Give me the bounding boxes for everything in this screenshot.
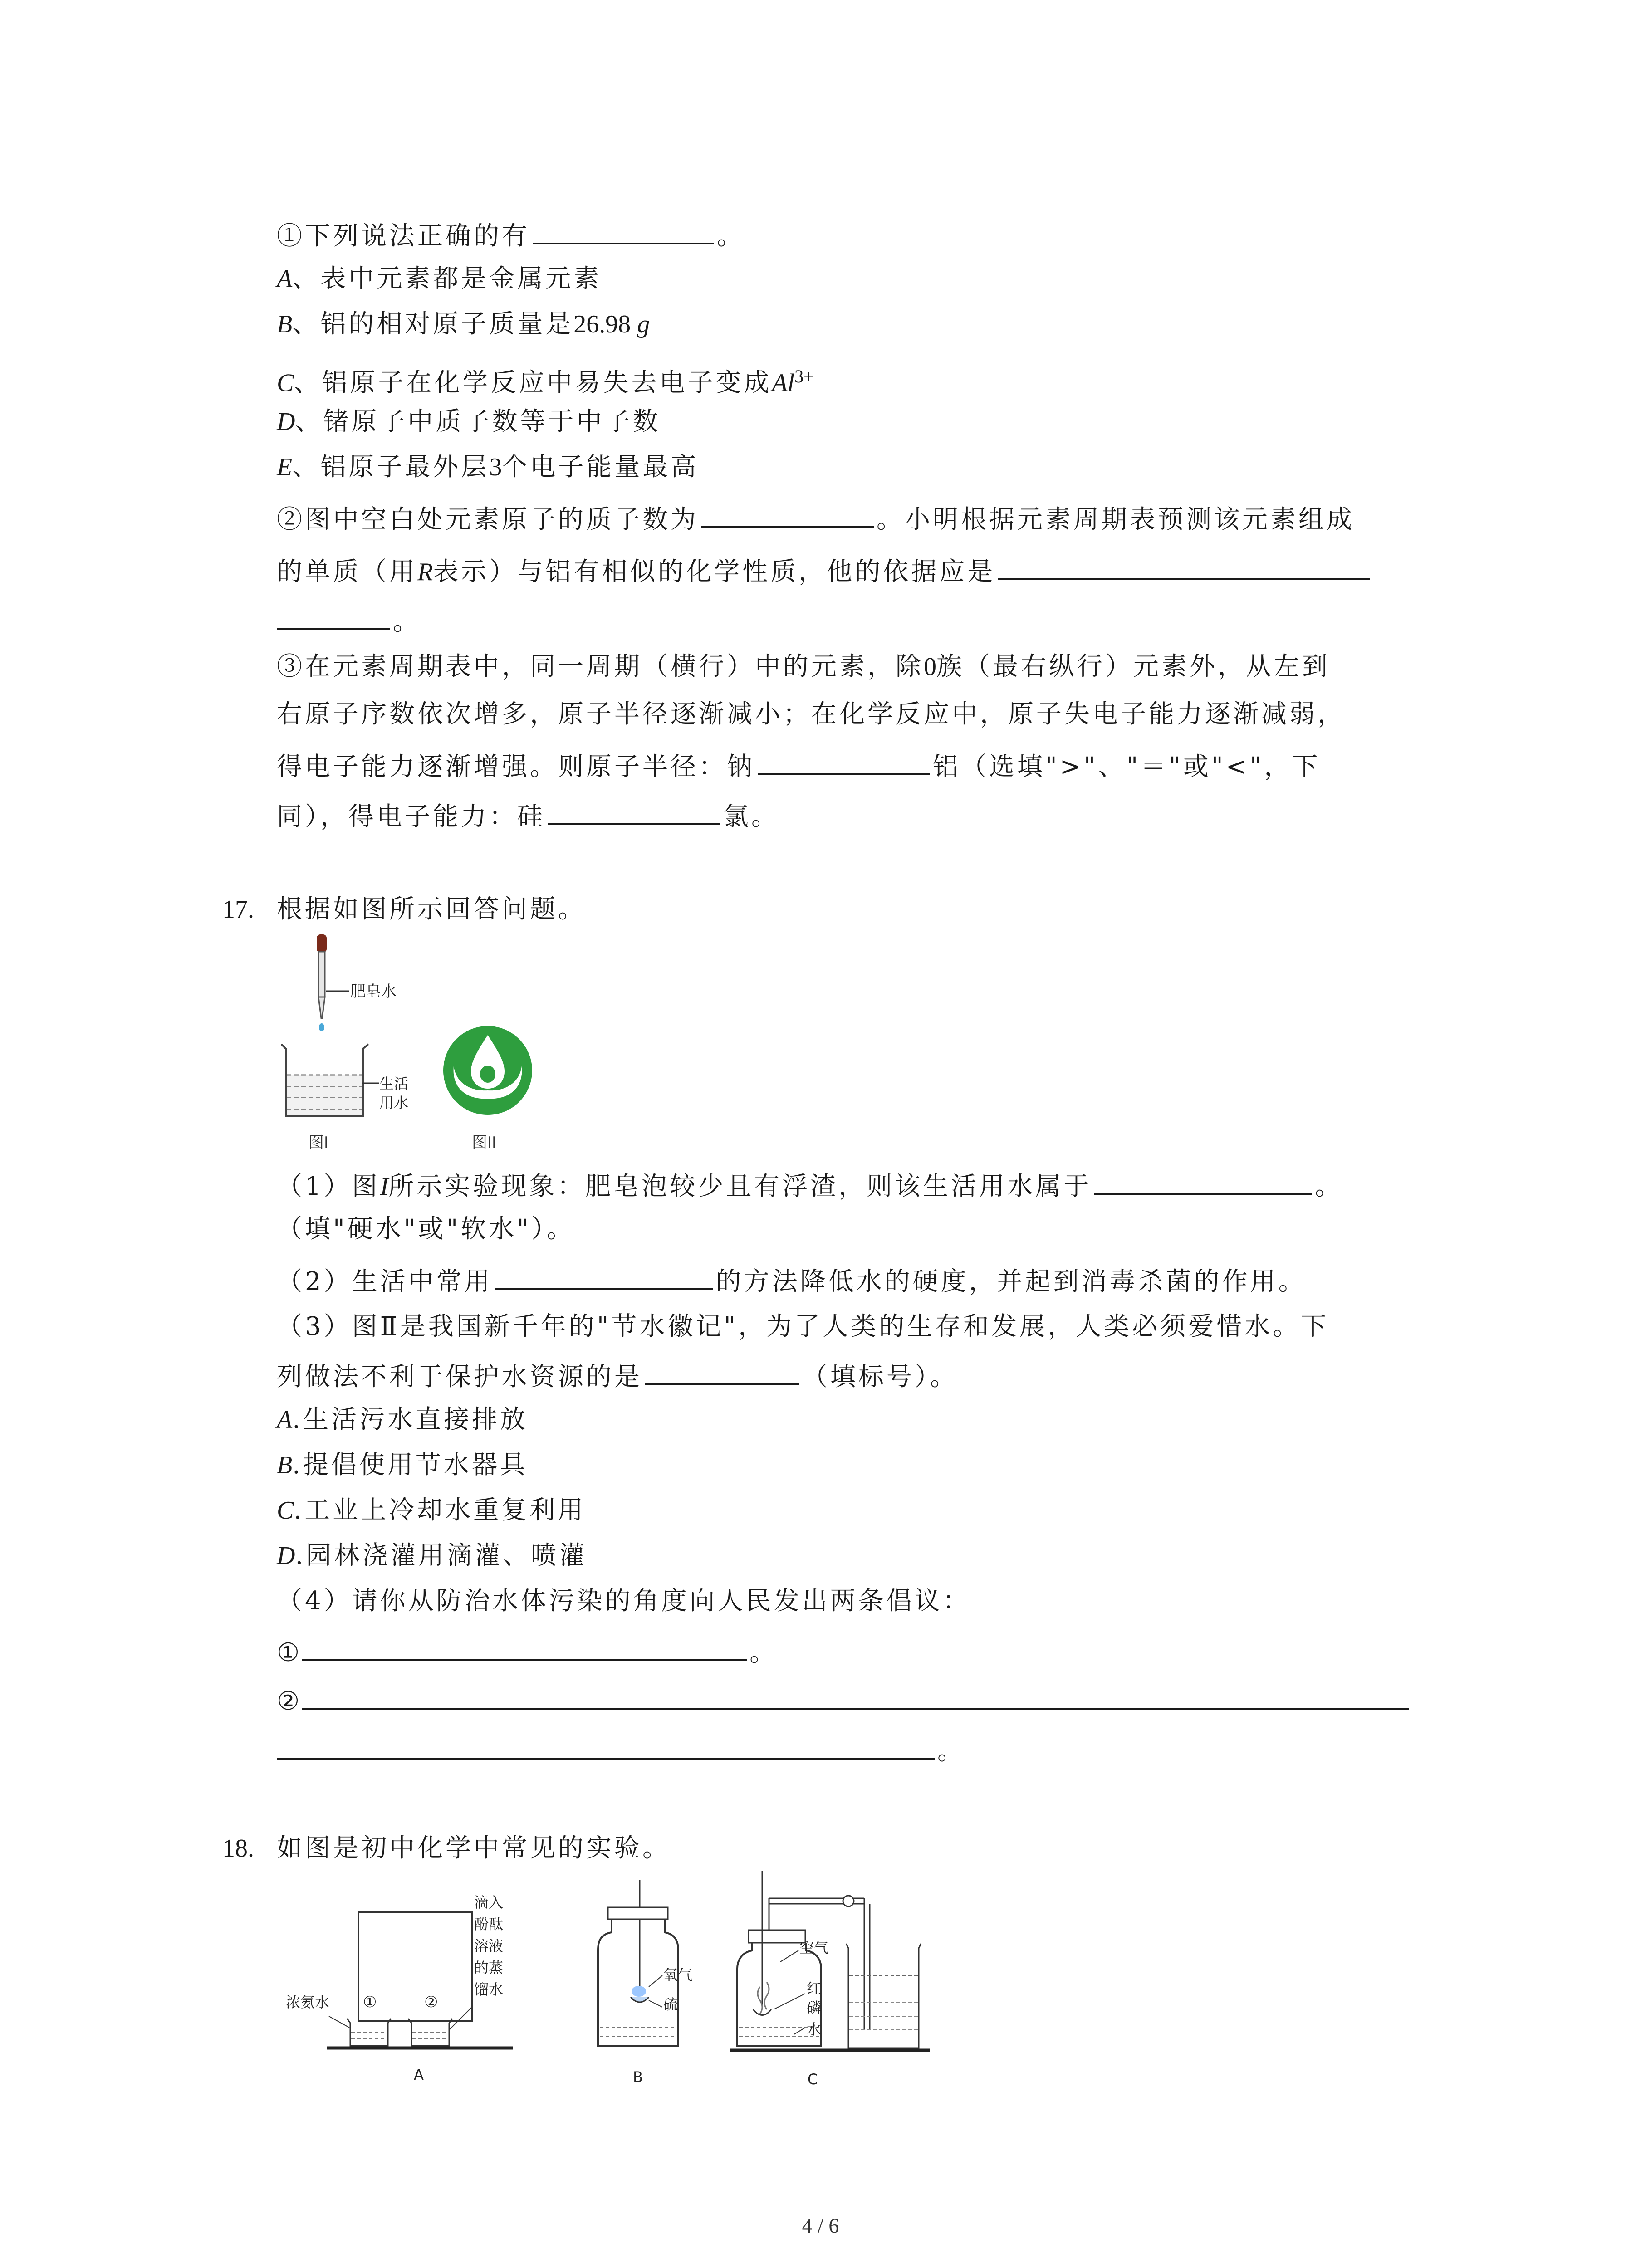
option-text: 、铝原子在化学反应中易失去电子变成 xyxy=(294,368,772,398)
q17-s1-text: （1）图 xyxy=(277,1172,380,1201)
dropper-icon xyxy=(317,934,327,1031)
q17-s4-end-1: 。 xyxy=(749,1638,778,1667)
q17-s4-proposal-2-cont xyxy=(277,1730,965,1769)
q16-p2-blank-proton[interactable] xyxy=(701,499,874,528)
option-text: 、铝原子最外层 xyxy=(292,452,490,482)
option-text: 、表中元素都是金属元素 xyxy=(292,264,602,293)
figure-ref: I xyxy=(380,1173,389,1201)
ion-charge: 3+ xyxy=(794,366,814,386)
option-letter: D xyxy=(277,408,295,436)
q16-p2-text: 。小明根据元素周期表预测该元素组成 xyxy=(877,505,1355,534)
water-label-2: 用水 xyxy=(379,1094,409,1111)
q17-option-a xyxy=(277,1402,528,1438)
q16-p1-end: 。 xyxy=(717,221,745,251)
q17-s3-line1: （3）图Ⅱ是我国新千年的"节水徽记"，为了人类的生存和发展，人类必须爱惜水。下 xyxy=(277,1312,1329,1341)
q16-p2-text: ②图中空白处元素原子的质子数为 xyxy=(277,505,699,534)
label-air: 空气 xyxy=(799,1939,829,1956)
q16-p3-line1 xyxy=(277,649,1330,685)
q18-figure xyxy=(272,1871,953,2098)
group-zero: 0 xyxy=(924,653,936,681)
option-text: .提倡使用节水器具 xyxy=(292,1450,529,1480)
q17-s4-end-2: 。 xyxy=(937,1736,965,1766)
q17-s4-proposal-1 xyxy=(277,1632,778,1671)
experiment-c xyxy=(730,1871,930,2050)
caption-c: C xyxy=(808,2071,818,2088)
electron-count: 3 xyxy=(489,453,502,481)
q16-p1-blank[interactable] xyxy=(533,215,714,244)
symbol-r: R xyxy=(417,558,433,586)
caption-b: B xyxy=(633,2068,643,2086)
q17-s2-line xyxy=(277,1261,1307,1300)
q17-s3-text: （填标号）。 xyxy=(802,1362,958,1392)
label-red: 红 xyxy=(807,1980,822,1997)
q17-s2-text: 的方法降低水的硬度，并起到消毒杀菌的作用。 xyxy=(715,1267,1307,1296)
q17-s4-blank-2-cont[interactable] xyxy=(277,1730,935,1760)
option-text: 、铝的相对原子质量是 xyxy=(292,309,574,339)
q16-p2-line2 xyxy=(277,551,1373,590)
option-text: .园林浇灌用滴灌、喷灌 xyxy=(295,1541,588,1570)
q16-p3-blank-radius[interactable] xyxy=(758,746,930,775)
option-letter: C xyxy=(277,1496,294,1525)
q17-s3-text: 列做法不利于保护水资源的是 xyxy=(277,1362,642,1392)
q17-number: 17. xyxy=(222,895,254,924)
q16-option-b xyxy=(277,306,650,342)
q16-p2-blank-reason-cont[interactable] xyxy=(277,601,390,630)
q17-s4-proposal-2 xyxy=(277,1681,1412,1720)
unit-g: g xyxy=(637,310,650,338)
q16-p3-text: 族（最右纵行）元素外，从左到 xyxy=(936,652,1330,681)
q16-p2-text: 的单质（用 xyxy=(277,557,417,587)
option-text: .生活污水直接排放 xyxy=(292,1405,529,1434)
ion-symbol: Al xyxy=(772,369,795,397)
right-label-line: 酚酞 xyxy=(474,1916,504,1933)
q17-figure xyxy=(272,930,590,1166)
option-text: .工业上冷却水重复利用 xyxy=(294,1496,586,1525)
q17-option-b xyxy=(277,1447,528,1483)
q17-s4-blank-1[interactable] xyxy=(302,1632,747,1661)
water-saving-emblem-icon xyxy=(443,1026,532,1115)
q16-p2-blank-reason[interactable] xyxy=(998,551,1370,580)
q16-p3-line2 xyxy=(277,696,1346,733)
q17-s4-blank-2[interactable] xyxy=(302,1681,1409,1710)
q16-p2-end: 。 xyxy=(393,607,421,636)
q16-p3-text: 氯。 xyxy=(723,802,779,831)
water-label-1: 生活 xyxy=(379,1075,409,1092)
q16-option-d xyxy=(277,404,661,440)
label-oxygen: 氧气 xyxy=(663,1966,693,1984)
q16-p1-lead: ①下列说法正确的有 xyxy=(277,221,530,251)
option-letter: E xyxy=(277,453,293,481)
q16-option-a xyxy=(277,261,602,297)
q16-p1-line xyxy=(277,215,745,254)
option-letter: C xyxy=(277,369,294,397)
q17-s1-line2: （填"硬水"或"软水"）。 xyxy=(277,1214,575,1244)
beaker-2-label: ② xyxy=(424,1993,438,2011)
q17-s1-end: 。 xyxy=(1315,1172,1343,1201)
q17-s3-line2 xyxy=(277,1356,958,1395)
q17-s2-text: （2）生活中常用 xyxy=(277,1267,493,1296)
q17-s4-line: （4）请你从防治水体污染的角度向人民发出两条倡议： xyxy=(277,1586,971,1616)
q16-option-e xyxy=(277,449,699,485)
caption-a: A xyxy=(414,2066,424,2083)
circle-one: ① xyxy=(277,1638,303,1667)
q17-s1-line1 xyxy=(277,1166,1343,1205)
beaker-1-label: ① xyxy=(363,1993,377,2011)
dropper-label: 肥皂水 xyxy=(350,982,397,1001)
page-number: 4 / 6 xyxy=(802,2214,839,2237)
q16-p3-text: 右原子序数依次增多，原子半径逐渐减小；在化学反应中，原子失电子能力逐渐减弱， xyxy=(277,699,1346,729)
option-letter: B xyxy=(277,1451,293,1479)
option-text-rest: 个电子能量最高 xyxy=(502,452,699,482)
q17-option-d xyxy=(277,1538,587,1574)
q17-s1-blank[interactable] xyxy=(1094,1166,1312,1195)
right-label-line: 馏水 xyxy=(474,1981,504,1998)
option-text: 、锗原子中质子数等于中子数 xyxy=(295,407,661,436)
right-label-line: 的蒸 xyxy=(474,1959,504,1976)
q16-p3-line3 xyxy=(277,746,1320,785)
fig2-caption: 图II xyxy=(472,1134,497,1152)
q16-p2-line1 xyxy=(277,499,1355,538)
q16-p3-text: ③在元素周期表中，同一周期（横行）中的元素，除 xyxy=(277,652,924,681)
q17-option-c xyxy=(277,1492,586,1529)
q16-option-c xyxy=(277,358,814,401)
q18-stem: 如图是初中化学中常见的实验。 xyxy=(277,1833,671,1863)
label-ammonia: 浓氨水 xyxy=(286,1994,330,2011)
label-water: 水 xyxy=(807,2021,822,2038)
q16-p3-line4 xyxy=(277,796,779,835)
label-phosphorus: 磷 xyxy=(807,1999,822,2016)
right-label-line: 滴入 xyxy=(474,1894,504,1911)
q16-p2-text: 表示）与铝有相似的化学性质，他的依据应是 xyxy=(433,557,996,587)
q16-p3-text: 铝（选填">"、"＝"或"<"，下 xyxy=(933,752,1321,782)
q18-number: 18. xyxy=(222,1834,254,1862)
q17-s1-text: 所示实验现象：肥皂泡较少且有浮渣，则该生活用水属于 xyxy=(388,1172,1092,1201)
fig1-caption: 图I xyxy=(309,1134,329,1152)
q17-s3-blank[interactable] xyxy=(645,1356,799,1385)
option-letter: B xyxy=(277,310,293,338)
option-letter: A xyxy=(277,265,293,293)
circle-two: ② xyxy=(277,1686,303,1716)
label-sulfur: 硫 xyxy=(663,1996,678,2013)
q17-s2-blank[interactable] xyxy=(495,1261,713,1290)
q17-stem: 根据如图所示回答问题。 xyxy=(277,894,586,924)
experiment-b xyxy=(598,1880,678,2046)
q16-p3-text: 同），得电子能力：硅 xyxy=(277,802,545,831)
beaker-icon xyxy=(281,1044,368,1116)
q16-p3-blank-electron[interactable] xyxy=(548,796,720,825)
option-letter: D xyxy=(277,1542,295,1570)
q16-p2-line3 xyxy=(277,601,421,640)
atomic-mass-value: 26.98 xyxy=(573,310,631,338)
right-label-line: 溶液 xyxy=(474,1937,504,1955)
q16-p3-text: 得电子能力逐渐增强。则原子半径：钠 xyxy=(277,752,755,782)
option-letter: A xyxy=(277,1406,293,1434)
